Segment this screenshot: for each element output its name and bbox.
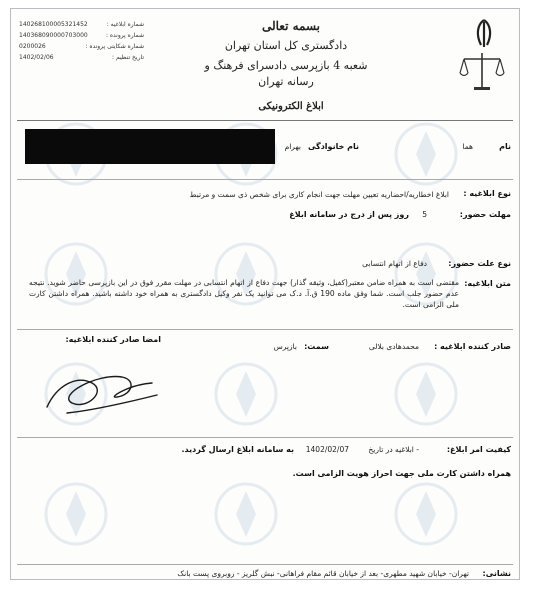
- divider: [17, 329, 513, 330]
- delivery-suffix: به سامانه ابلاغ ارسال گردید.: [181, 445, 294, 454]
- name-value: هما: [462, 142, 473, 151]
- handwritten-signature: [37, 355, 167, 425]
- signature-label: امضا صادر کننده ابلاغیه:: [65, 335, 161, 344]
- divider: [17, 120, 513, 121]
- branch-name: شعبه 4 بازپرسی دادسرای فرهنگ و: [204, 59, 368, 72]
- watermark-emblem-icon: [391, 479, 461, 549]
- deadline-number: 5: [422, 210, 427, 219]
- iran-emblem-icon: [467, 17, 501, 51]
- role-value: بازپرس: [273, 342, 297, 351]
- meta-value: 140368090000703000: [19, 32, 88, 39]
- scales-of-justice-icon: [459, 51, 505, 93]
- redaction-block: [25, 129, 275, 164]
- document-page: [10, 8, 520, 580]
- meta-block: [19, 21, 144, 65]
- watermark-emblem-icon: [211, 479, 281, 549]
- id-card-note: همراه داشتن کارت ملی جهت احراز هویت الزامی است.: [292, 469, 511, 478]
- notice-type-value: ابلاغ اخطاریه/احضاریه تعیین مهلت جهت انجام کاری برای شخص ذی سمت و مرتبط: [189, 190, 449, 199]
- watermark-emblem-icon: [41, 479, 111, 549]
- branch-name-cont: رسانه تهران: [258, 75, 314, 88]
- meta-value: 1402/02/06: [19, 54, 54, 61]
- meta-label: شماره ابلاغیه :: [106, 21, 144, 28]
- address-value: تهران- خیابان شهید مطهری- بعد از خیابان قائم مقام فراهانی- نبش گلریز - روبروی پست بانک: [177, 569, 469, 578]
- reason-label: نوع علت حضور:: [448, 259, 511, 268]
- meta-label: تاریخ تنظیم :: [112, 54, 144, 61]
- document-title: ابلاغ الکترونیکی: [258, 101, 324, 112]
- deadline-text: روز پس از درج در سامانه ابلاغ: [289, 210, 409, 219]
- delivery-prefix: - ابلاغیه در تاریخ: [368, 445, 419, 454]
- notice-text-body: مقتضی است به همراه ضامن معتبر(کفیل، وثیقه گذار) جهت دفاع از اتهام انتسابی در مهلت مقرر فوق در این بازپرسی حاضر شوید. نتیجه عدم حضور جلب است. شما وفق ماده 190 ق.آ. د.ک می توانید یک نفر وکیل دادگستری به همراه خود داشته باشید. همراه داشتن کارت ملی الزامی است.: [29, 278, 459, 309]
- notice-text-label: متن ابلاغیه:: [464, 279, 511, 288]
- deadline-label: مهلت حضور:: [459, 210, 511, 219]
- watermark-emblem-icon: [211, 359, 281, 429]
- name-label: نام: [499, 142, 511, 151]
- divider: [17, 437, 513, 438]
- family-value: بهرام: [284, 142, 301, 151]
- watermark-emblem-icon: [391, 359, 461, 429]
- divider: [17, 179, 513, 180]
- notice-type-label: نوع ابلاغیه :: [463, 189, 511, 198]
- issuer-label: صادر کننده ابلاغیه :: [434, 342, 511, 351]
- family-label: نام خانوادگی: [307, 142, 359, 151]
- basmala: بسمه تعالی: [261, 19, 321, 33]
- meta-label: شماره شکایتی پرونده :: [85, 43, 144, 50]
- issuer-name: محمدهادی بلالی: [368, 342, 419, 351]
- meta-value: 140268100005321452: [19, 21, 88, 28]
- divider: [17, 564, 513, 565]
- meta-value: 0200026: [19, 43, 46, 50]
- address-label: نشانی:: [482, 569, 511, 578]
- reason-value: دفاع از اتهام انتسابی: [362, 259, 427, 268]
- delivery-date: 1402/02/07: [305, 445, 349, 454]
- role-label: سمت:: [304, 342, 329, 351]
- meta-label: شماره پرونده :: [105, 32, 144, 39]
- delivery-label: کیفیت امر ابلاغ:: [446, 445, 511, 454]
- court-name: دادگستری کل استان تهران: [224, 39, 348, 52]
